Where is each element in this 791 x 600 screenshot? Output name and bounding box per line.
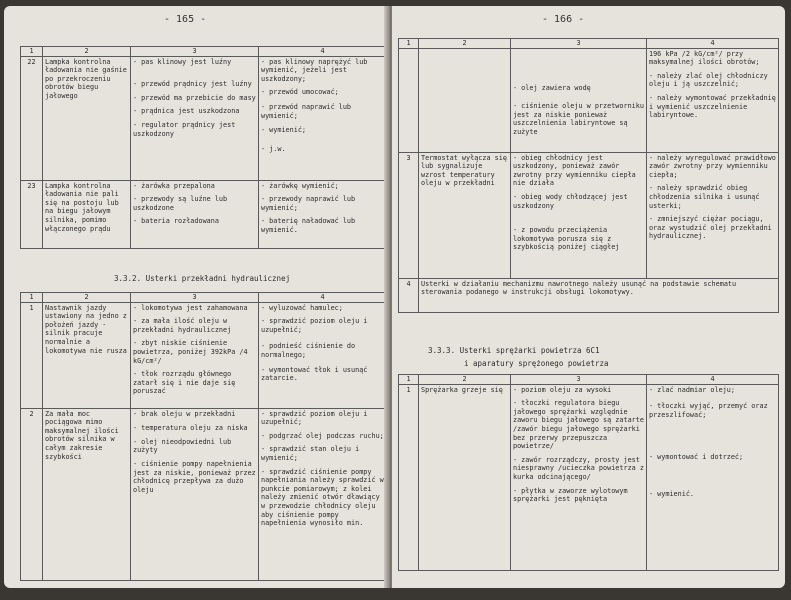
remedy-item: - wymontować i dotrzeć;	[649, 453, 744, 462]
remedy-item: - należy sprawdzić obieg chłodzenia silnika i usunąć usterki;	[649, 184, 760, 210]
cause-item: - prądnica jest uszkodzona	[133, 107, 240, 116]
remedy-item: - pas klinowy naprężyć lub wymienić, jeżeli jest uszkodzony;	[261, 57, 368, 83]
col-header: 2	[419, 39, 511, 49]
fault-description: Termostat wyłącza się lub sygnalizuje wzrost temperatury oleju w przekładni	[419, 152, 511, 278]
remedies-cell	[647, 48, 779, 152]
fault-description: Lampka kontrolna ładowania nie pali się na postoju lub na biegu jałowym silnika, pomimo włączonego prądu	[43, 180, 131, 248]
col-header: 2	[43, 47, 131, 57]
row-note: Usterki w działaniu mechanizmu nawrotnego należy usunąć na podstawie schematu sterowania podanego w instrukcji obsługi lokomotywy.	[419, 278, 779, 312]
remedies-cell	[647, 152, 779, 278]
col-header: 2	[419, 375, 511, 385]
remedy-item: - sprawdzić poziom oleju i uzupełnić;	[261, 317, 368, 334]
col-header: 2	[43, 293, 131, 303]
col-header: 3	[511, 375, 647, 385]
cause-item: - lokomotywa jest zahamowana	[133, 303, 248, 312]
cause-item: - temperatura oleju za niska	[133, 424, 248, 433]
cause-item: - brak oleju w przekładni	[133, 409, 236, 418]
row-number: 2	[21, 408, 43, 580]
cause-item: - płytka w zaworze wylotowym sprężarki jest pęknięta	[513, 486, 628, 504]
remedies-cell	[647, 384, 779, 570]
troubleshooting-table-top	[398, 38, 779, 313]
fault-description: Nastawnik jazdy ustawiony na jedno z położeń jazdy - silnik pracuje normalnie a lokomotywa nie rusza	[43, 302, 131, 408]
col-header: 1	[399, 39, 419, 49]
right-page	[392, 6, 785, 588]
cause-item: - bateria rozładowana	[133, 217, 219, 226]
remedy-item: - przewód naprawić lub wymienić;	[261, 102, 352, 120]
remedy-item: - baterię naładować lub wymienić.	[261, 217, 356, 234]
cause-item: - zbyt niskie ciśnienie powietrza, poniżej 392kPa /4 kG/cm²/	[133, 339, 248, 365]
remedy-item: - wyluzować hamulec;	[261, 303, 343, 312]
cause-item: - olej zawiera wodę	[513, 83, 591, 92]
causes-cell	[131, 180, 259, 248]
col-header: 1	[21, 293, 43, 303]
cause-item: - przewód prądnicy jest luźny	[133, 80, 252, 89]
causes-cell	[511, 152, 647, 278]
troubleshooting-table-top	[20, 46, 387, 249]
col-header: 3	[511, 39, 647, 49]
col-header: 3	[131, 47, 259, 57]
col-header: 1	[21, 47, 43, 57]
cause-item: - zawór rozrządczy, prosty jest niesprawny /ucieczka powietrza z kurka odcinającego/	[513, 455, 644, 481]
row-number: 23	[21, 180, 43, 248]
table-row	[399, 384, 779, 570]
troubleshooting-table-bottom	[20, 292, 387, 581]
cause-item: - żarówka przepalona	[133, 181, 215, 190]
remedy-item: - zmniejszyć ciężar pociągu, oraz wystudzić olej przekładni hydraulicznej.	[649, 215, 772, 241]
causes-cell	[131, 56, 259, 180]
cause-item: - obieg chłodnicy jest uszkodzony, ponieważ zawór zwrotny przy wymienniku ciepła nie działa	[513, 153, 636, 188]
remedy-item: - sprawdzić ciśnienie pompy napełniania należy sprawdzić w punkcie pomiarowym; z kolei należy zmienić otwór dławiący w przewodzie chłodnicy oleju aby ciśnienie pompy napełnienia wynosiło min.	[261, 467, 384, 528]
cause-item: - przewód ma przebicie do masy	[133, 93, 256, 102]
causes-cell	[131, 408, 259, 580]
col-header: 4	[647, 39, 779, 49]
cause-item: - olej nieodpowiedni lub zużyty	[133, 437, 232, 455]
remedy-item: - należy zlać olej chłodniczy oleju i ją uszczelnić;	[649, 71, 768, 89]
remedy-item: - j.w.	[261, 144, 286, 153]
remedy-item: - wymontować tłok i usunąć zatarcie.	[261, 365, 368, 383]
row-number: 22	[21, 56, 43, 180]
col-header: 4	[647, 375, 779, 385]
remedy-item: - żarówkę wymienić;	[261, 181, 339, 190]
remedy-item: - sprawdzić stan oleju i wymienić;	[261, 445, 360, 462]
remedies-cell	[259, 180, 387, 248]
remedy-item: - zlać nadmiar oleju;	[649, 385, 735, 394]
remedy-item: - przewody naprawić lub wymienić;	[261, 195, 356, 212]
row-number: 1	[21, 302, 43, 408]
causes-cell	[511, 48, 647, 152]
table-row	[399, 152, 779, 278]
cause-item: - ciśnienie oleju w przetworniku jest za niskie ponieważ uszczelnienia labiryntowe są zużyte	[513, 102, 644, 136]
cause-item: - ciśnienie pompy napełnienia jest za niskie, ponieważ przez chłodnicę przepływa za dużo oleju	[133, 459, 256, 494]
page-number: - 166 -	[542, 14, 585, 25]
remedy-item: - należy wyregulować prawidłowo zawór zwrotny przy wymienniku ciepła;	[649, 153, 776, 179]
causes-cell	[131, 302, 259, 408]
cause-item: - obieg wody chłodzącej jest uszkodzony	[513, 192, 628, 210]
remedies-cell	[259, 56, 387, 180]
left-page	[4, 6, 388, 588]
fault-description: Sprężarka grzeje się	[419, 384, 511, 570]
remedies-cell	[259, 302, 387, 408]
table-row	[399, 48, 779, 152]
remedy-item: - podnieść ciśnienie do normalnego;	[261, 342, 356, 359]
cause-item: - za mała ilość oleju w przekładni hydraulicznej	[133, 317, 232, 334]
col-header: 4	[259, 47, 387, 57]
row-number: 3	[399, 152, 419, 278]
table-row	[21, 180, 387, 248]
col-header: 3	[131, 293, 259, 303]
table-row	[21, 56, 387, 180]
table-header	[399, 375, 779, 385]
section-title: 3.3.3. Usterki sprężarki powietrza 6C1	[428, 346, 600, 355]
row-number	[399, 48, 419, 152]
cause-item: - tłoczki regulatora biegu jałowego sprężarki względnie zaworu biegu jałowego są zatarte /zawór biegu jałowego sprężarki bez przerwy przepuszcza powietrze/	[513, 399, 644, 451]
table-row	[21, 302, 387, 408]
fault-description	[419, 48, 511, 152]
table-header	[399, 39, 779, 49]
cause-item: - regulator prądnicy jest uszkodzony	[133, 120, 236, 138]
cause-item: - przewody są luźne lub uszkodzone	[133, 195, 228, 212]
col-header: 4	[259, 293, 387, 303]
remedy-item: 196 kPa /2 kG/cm²/ przy maksymalnej ilości obrotów;	[649, 49, 760, 67]
cause-item: - pas klinowy jest luźny	[133, 57, 232, 66]
table-row	[399, 278, 779, 312]
table-header	[21, 47, 387, 57]
troubleshooting-table-bottom	[398, 374, 779, 571]
table-header	[21, 293, 387, 303]
col-header: 1	[399, 375, 419, 385]
remedy-item: - wymienić;	[261, 126, 307, 135]
remedy-item: - wymienić.	[649, 489, 695, 498]
remedy-item: - należy wymontować przekładnię i wymienić uszczelnienie labiryntowe.	[649, 93, 776, 120]
section-subtitle: i aparatury sprężonego powietrza	[464, 359, 609, 368]
fault-description: Lampka kontrolna ładowania nie gaśnie po przekroczeniu obrotów biegu jałowego	[43, 56, 131, 180]
page-number: - 165 -	[164, 14, 207, 25]
remedy-item: - podgrzać olej podczas ruchu;	[261, 431, 384, 440]
remedies-cell	[259, 408, 387, 580]
fault-description: Za mała moc pociągowa mimo maksymalnej ilości obrotów silnika w całym zakresie szybkości	[43, 408, 131, 580]
cause-item: - tłok rozrządu głównego zatarł się i nie daje się poruszać	[133, 370, 236, 396]
causes-cell	[511, 384, 647, 570]
cause-item: - z powodu przeciążenia lokomotywa porusza się z szybkością poniżej ciągłej	[513, 226, 620, 252]
table-row	[21, 408, 387, 580]
remedy-item: - tłoczki wyjąć, przemyć oraz przeszlifować;	[649, 402, 768, 419]
cause-item: - poziom oleju za wysoki	[513, 385, 612, 394]
remedy-item: - sprawdzić poziom oleju i uzupełnić;	[261, 409, 368, 427]
row-number: 1	[399, 384, 419, 570]
row-number: 4	[399, 278, 419, 312]
section-title: 3.3.2. Usterki przekładni hydraulicznej	[114, 274, 291, 283]
remedy-item: - przewód umocować;	[261, 88, 339, 97]
